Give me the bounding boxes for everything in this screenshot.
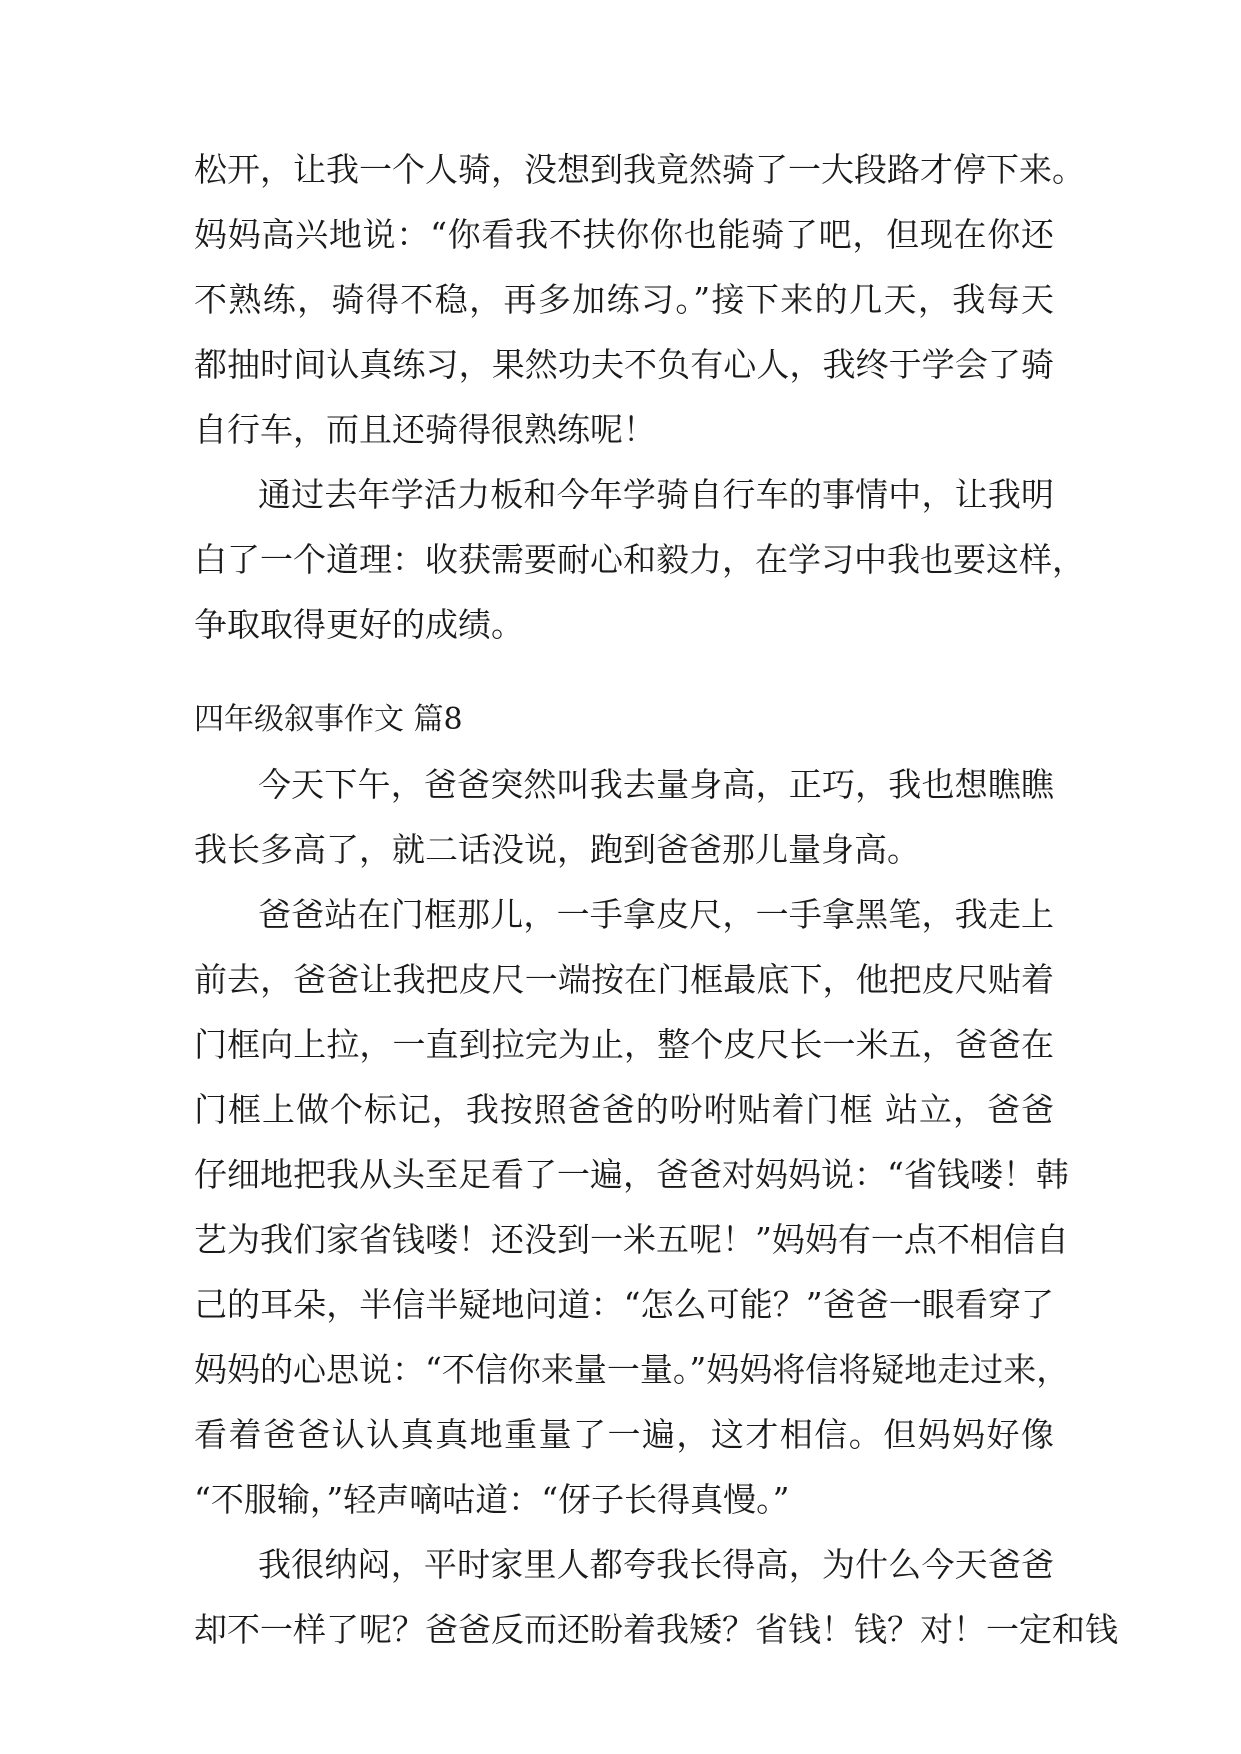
paragraph-line: 白了一个道理：收获需要耐心和毅力，在学习中我也要这样，	[194, 540, 1085, 579]
paragraph-line: 自行车，而且还骑得很熟练呢！	[194, 410, 656, 449]
paragraph-line: 门框上做个标记，我按照爸爸的吩咐贴着门框 站立，爸爸	[194, 1090, 1054, 1129]
paragraph-line: 前去，爸爸让我把皮尺一端按在门框最底下，他把皮尺贴着	[194, 960, 1054, 999]
paragraph-line: 看着爸爸认认真真地重量了一遍，这才相信。但妈妈好像	[194, 1415, 1054, 1454]
paragraph-line: 己的耳朵，半信半疑地问道：“怎么可能？”爸爸一眼看穿了	[194, 1285, 1054, 1324]
paragraph-line: 我长多高了，就二话没说，跑到爸爸那儿量身高。	[194, 830, 920, 869]
paragraph-line: 我很纳闷，平时家里人都夸我长得高，为什么今天爸爸	[258, 1545, 1054, 1584]
paragraph-line: 松开，让我一个人骑，没想到我竟然骑了一大段路才停下来。	[194, 150, 1085, 189]
paragraph-line: 今天下午，爸爸突然叫我去量身高，正巧，我也想瞧瞧	[258, 765, 1054, 804]
paragraph-line: 艺为我们家省钱喽！还没到一米五呢！”妈妈有一点不相信自	[194, 1220, 1069, 1259]
paragraph-line: 通过去年学活力板和今年学骑自行车的事情中，让我明	[258, 475, 1054, 514]
paragraph-line: 不熟练，骑得不稳，再多加练习。”接下来的几天，我每天	[194, 280, 1054, 319]
paragraph-line: 却不一样了呢？爸爸反而还盼着我矮？省钱！钱？对！一定和钱	[194, 1610, 1118, 1649]
paragraph-line: 爸爸站在门框那儿，一手拿皮尺，一手拿黑笔，我走上	[258, 895, 1054, 934]
section-heading: 四年级叙事作文 篇8	[194, 702, 463, 737]
paragraph-line: 争取取得更好的成绩。	[194, 605, 524, 644]
paragraph-line: 仔细地把我从头至足看了一遍，爸爸对妈妈说：“省钱喽！韩	[194, 1155, 1069, 1194]
paragraph-line: 妈妈高兴地说：“你看我不扶你你也能骑了吧，但现在你还	[194, 215, 1054, 254]
paragraph-line: 妈妈的心思说：“不信你来量一量。”妈妈将信将疑地走过来，	[194, 1350, 1070, 1389]
paragraph-line: “不服输，”轻声嘀咕道：“伢子长得真慢。”	[194, 1480, 790, 1519]
paragraph-line: 门框向上拉，一直到拉完为止，整个皮尺长一米五，爸爸在	[194, 1025, 1054, 1064]
paragraph-line: 都抽时间认真练习，果然功夫不负有心人，我终于学会了骑	[194, 345, 1054, 384]
